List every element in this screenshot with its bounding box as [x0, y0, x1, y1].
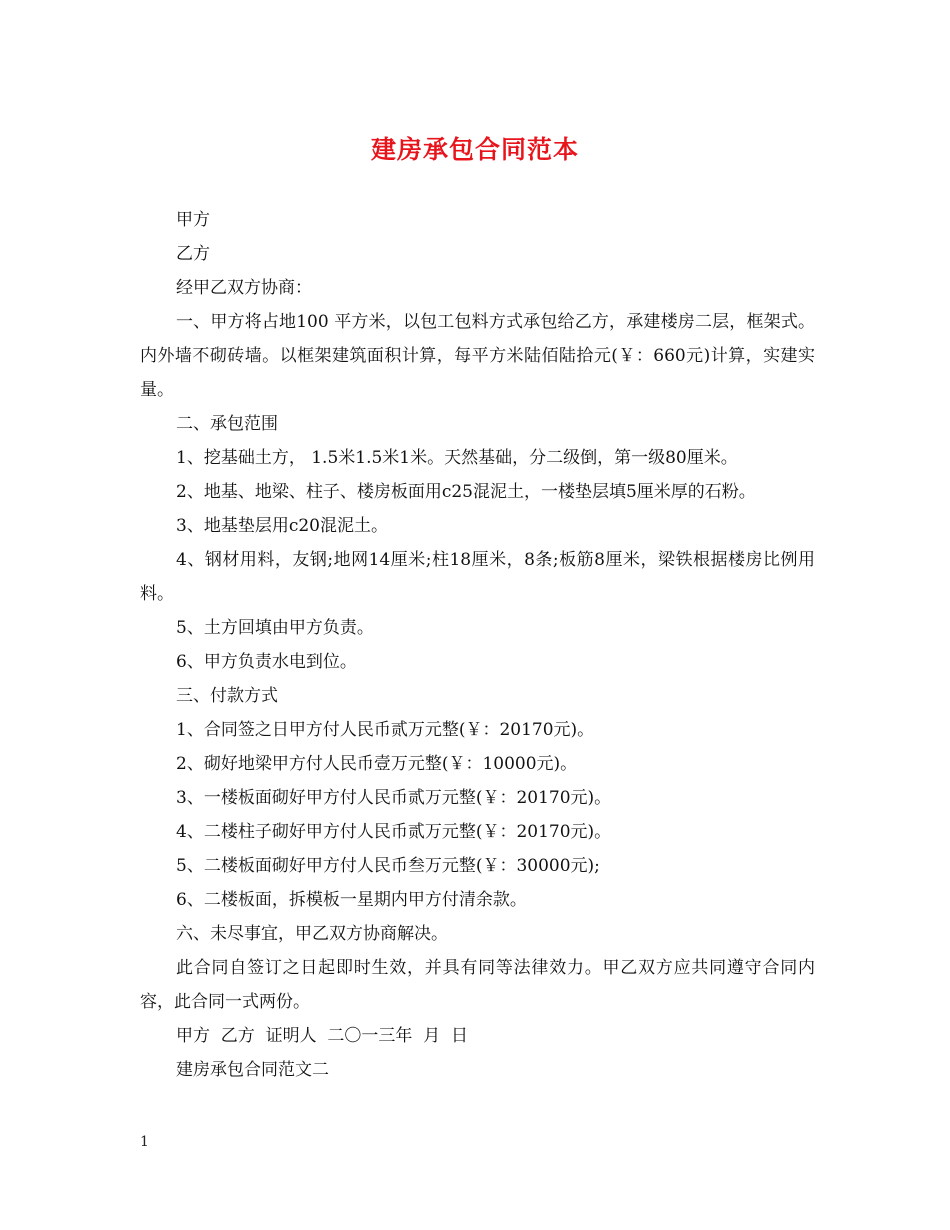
payment-item-4: 4、二楼柱子砌好甲方付人民币贰万元整(￥：20170元)。	[176, 822, 612, 842]
document-body	[140, 203, 815, 1087]
scope-item-5: 5、土方回填由甲方负责。	[176, 618, 374, 638]
payment-item-5: 5、二楼板面砌好甲方付人民币叁万元整(￥：30000元);	[176, 856, 600, 876]
scope-item-6: 6、甲方负责水电到位。	[176, 652, 357, 672]
second-template-heading: 建房承包合同范文二	[176, 1060, 329, 1080]
unresolved-matters-clause: 六、未尽事宜，甲乙双方协商解决。	[176, 924, 448, 944]
clause-1: 一、甲方将占地100 平方米，以包工包料方式承包给乙方，承建楼房二层，框架式。内外墙不砌砖墙。以框架建筑面积计算，每平方米陆佰陆拾元(￥：660元)计算，实建实量。	[140, 312, 815, 400]
scope-item-3: 3、地基垫层用c20混泥土。	[176, 516, 388, 536]
payment-item-6: 6、二楼板面，拆模板一星期内甲方付清余款。	[176, 890, 527, 910]
scope-item-4: 4、钢材用料，友钢;地网14厘米;柱18厘米，8条;板筋8厘米，梁铁根据楼房比例用料。	[140, 550, 815, 604]
scope-item-2: 2、地基、地梁、柱子、楼房板面用c25混泥土，一楼垫层填5厘米厚的石粉。	[176, 482, 756, 502]
scope-item-1: 1、挖基础土方， 1.5米1.5米1米。天然基础，分二级倒，第一级80厘米。	[176, 448, 738, 468]
page-number: 1	[140, 1134, 149, 1150]
negotiation-intro: 经甲乙双方协商：	[176, 278, 312, 298]
payment-item-1: 1、合同签之日甲方付人民币贰万元整(￥：20170元)。	[176, 720, 595, 740]
party-b-line: 乙方	[176, 244, 210, 264]
effectiveness-clause: 此合同自签订之日起即时生效，并具有同等法律效力。甲乙双方应共同遵守合同内容，此合同一式两份。	[140, 958, 815, 1012]
payment-item-2: 2、砌好地梁甲方付人民币壹万元整(￥：10000元)。	[176, 754, 578, 774]
section-scope-heading: 二、承包范围	[176, 414, 278, 434]
section-payment-heading: 三、付款方式	[176, 686, 278, 706]
payment-item-3: 3、一楼板面砌好甲方付人民币贰万元整(￥：20170元)。	[176, 788, 612, 808]
party-a-line: 甲方	[176, 210, 210, 230]
signature-line: 甲方 乙方 证明人 二〇一三年 月 日	[176, 1026, 469, 1046]
document-title: 建房承包合同范本	[370, 135, 579, 164]
